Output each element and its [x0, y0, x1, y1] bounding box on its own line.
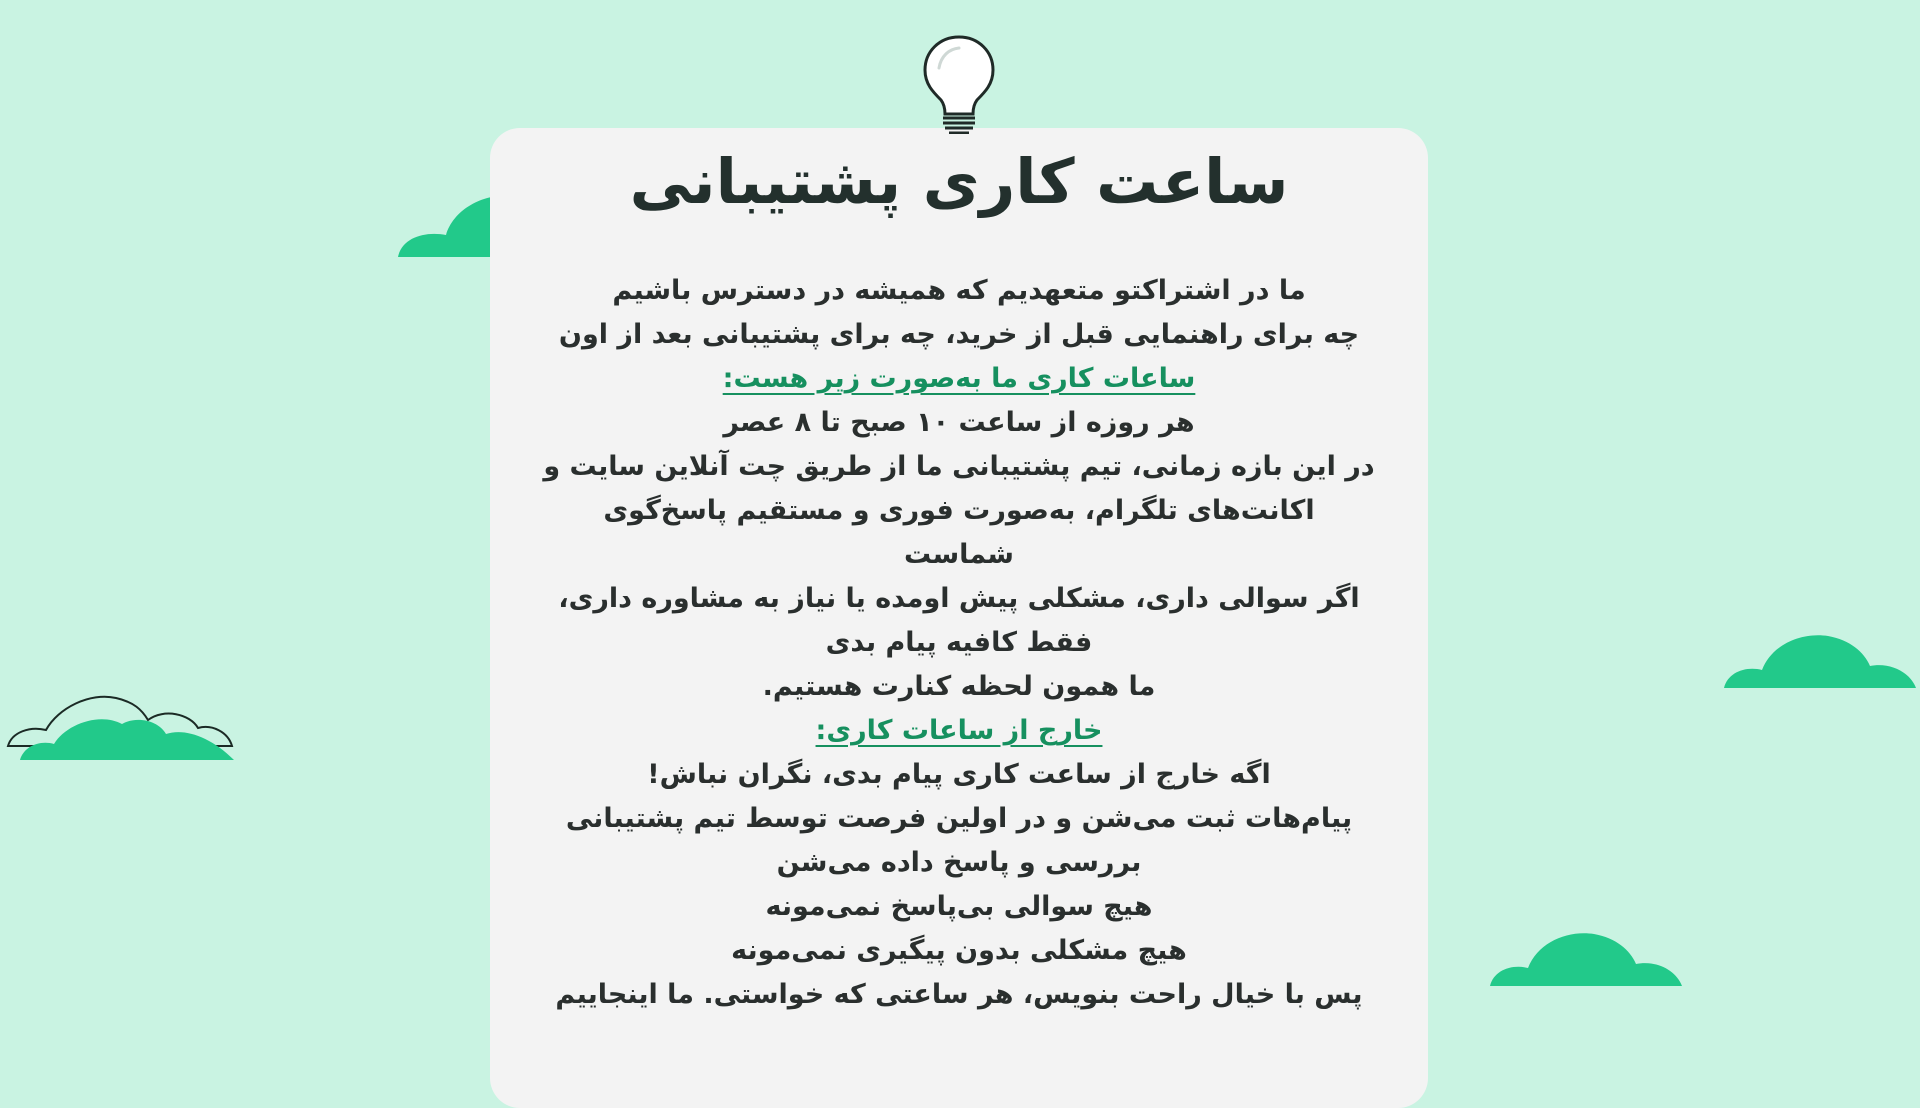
cloud-mid-left-icon	[6, 690, 238, 762]
cloud-mid-right-icon	[1722, 632, 1918, 690]
off-hours-heading-link[interactable]: خارج از ساعات کاری:	[815, 715, 1103, 746]
channels-line-1: در این بازه زمانی، تیم پشتیبانی ما از طریق چت آنلاین سایت و	[543, 451, 1375, 482]
question-line-2: فقط کافیه پیام بدی	[825, 627, 1093, 658]
intro-line-2: چه برای راهنمایی قبل از خرید، چه برای پشتیبانی بعد از اون	[558, 319, 1360, 350]
channels-line-2: اکانت‌های تلگرام، به‌صورت فوری و مستقیم پاسخ‌گوی	[603, 495, 1315, 526]
off-hours-line-2: پیام‌هات ثبت می‌شن و در اولین فرصت توسط تیم پشتیبانی	[565, 803, 1353, 834]
off-hours-line-3: بررسی و پاسخ داده می‌شن	[776, 847, 1142, 878]
question-line-1: اگر سوالی داری، مشکلی پیش اومده یا نیاز به مشاوره داری،	[558, 583, 1360, 614]
intro-line-1: ما در اشتراکتو متعهدیم که همیشه در دسترس باشیم	[612, 275, 1306, 306]
question-line-3: ما همون لحظه کنارت هستیم.	[762, 671, 1156, 702]
page-title: ساعت کاری پشتیبانی	[629, 145, 1289, 218]
hours-line: هر روزه از ساعت ۱۰ صبح تا ۸ عصر	[723, 407, 1195, 438]
off-hours-line-4: هیچ سوالی بی‌پاسخ نمی‌مونه	[765, 891, 1153, 922]
cloud-bottom-right-icon	[1488, 930, 1684, 988]
closing-line: پس با خیال راحت بنویس، هر ساعتی که خواستی. ما اینجاییم	[555, 979, 1363, 1010]
off-hours-line-5: هیچ مشکلی بدون پیگیری نمی‌مونه	[731, 935, 1187, 966]
working-hours-heading-link[interactable]: ساعات کاری ما به‌صورت زیر هست:	[722, 363, 1196, 394]
lightbulb-icon	[919, 34, 999, 134]
channels-line-3: شماست	[904, 539, 1014, 570]
support-hours-text	[540, 269, 1378, 1017]
off-hours-line-1: اگه خارج از ساعت کاری پیام بدی، نگران نباش!	[647, 759, 1271, 790]
